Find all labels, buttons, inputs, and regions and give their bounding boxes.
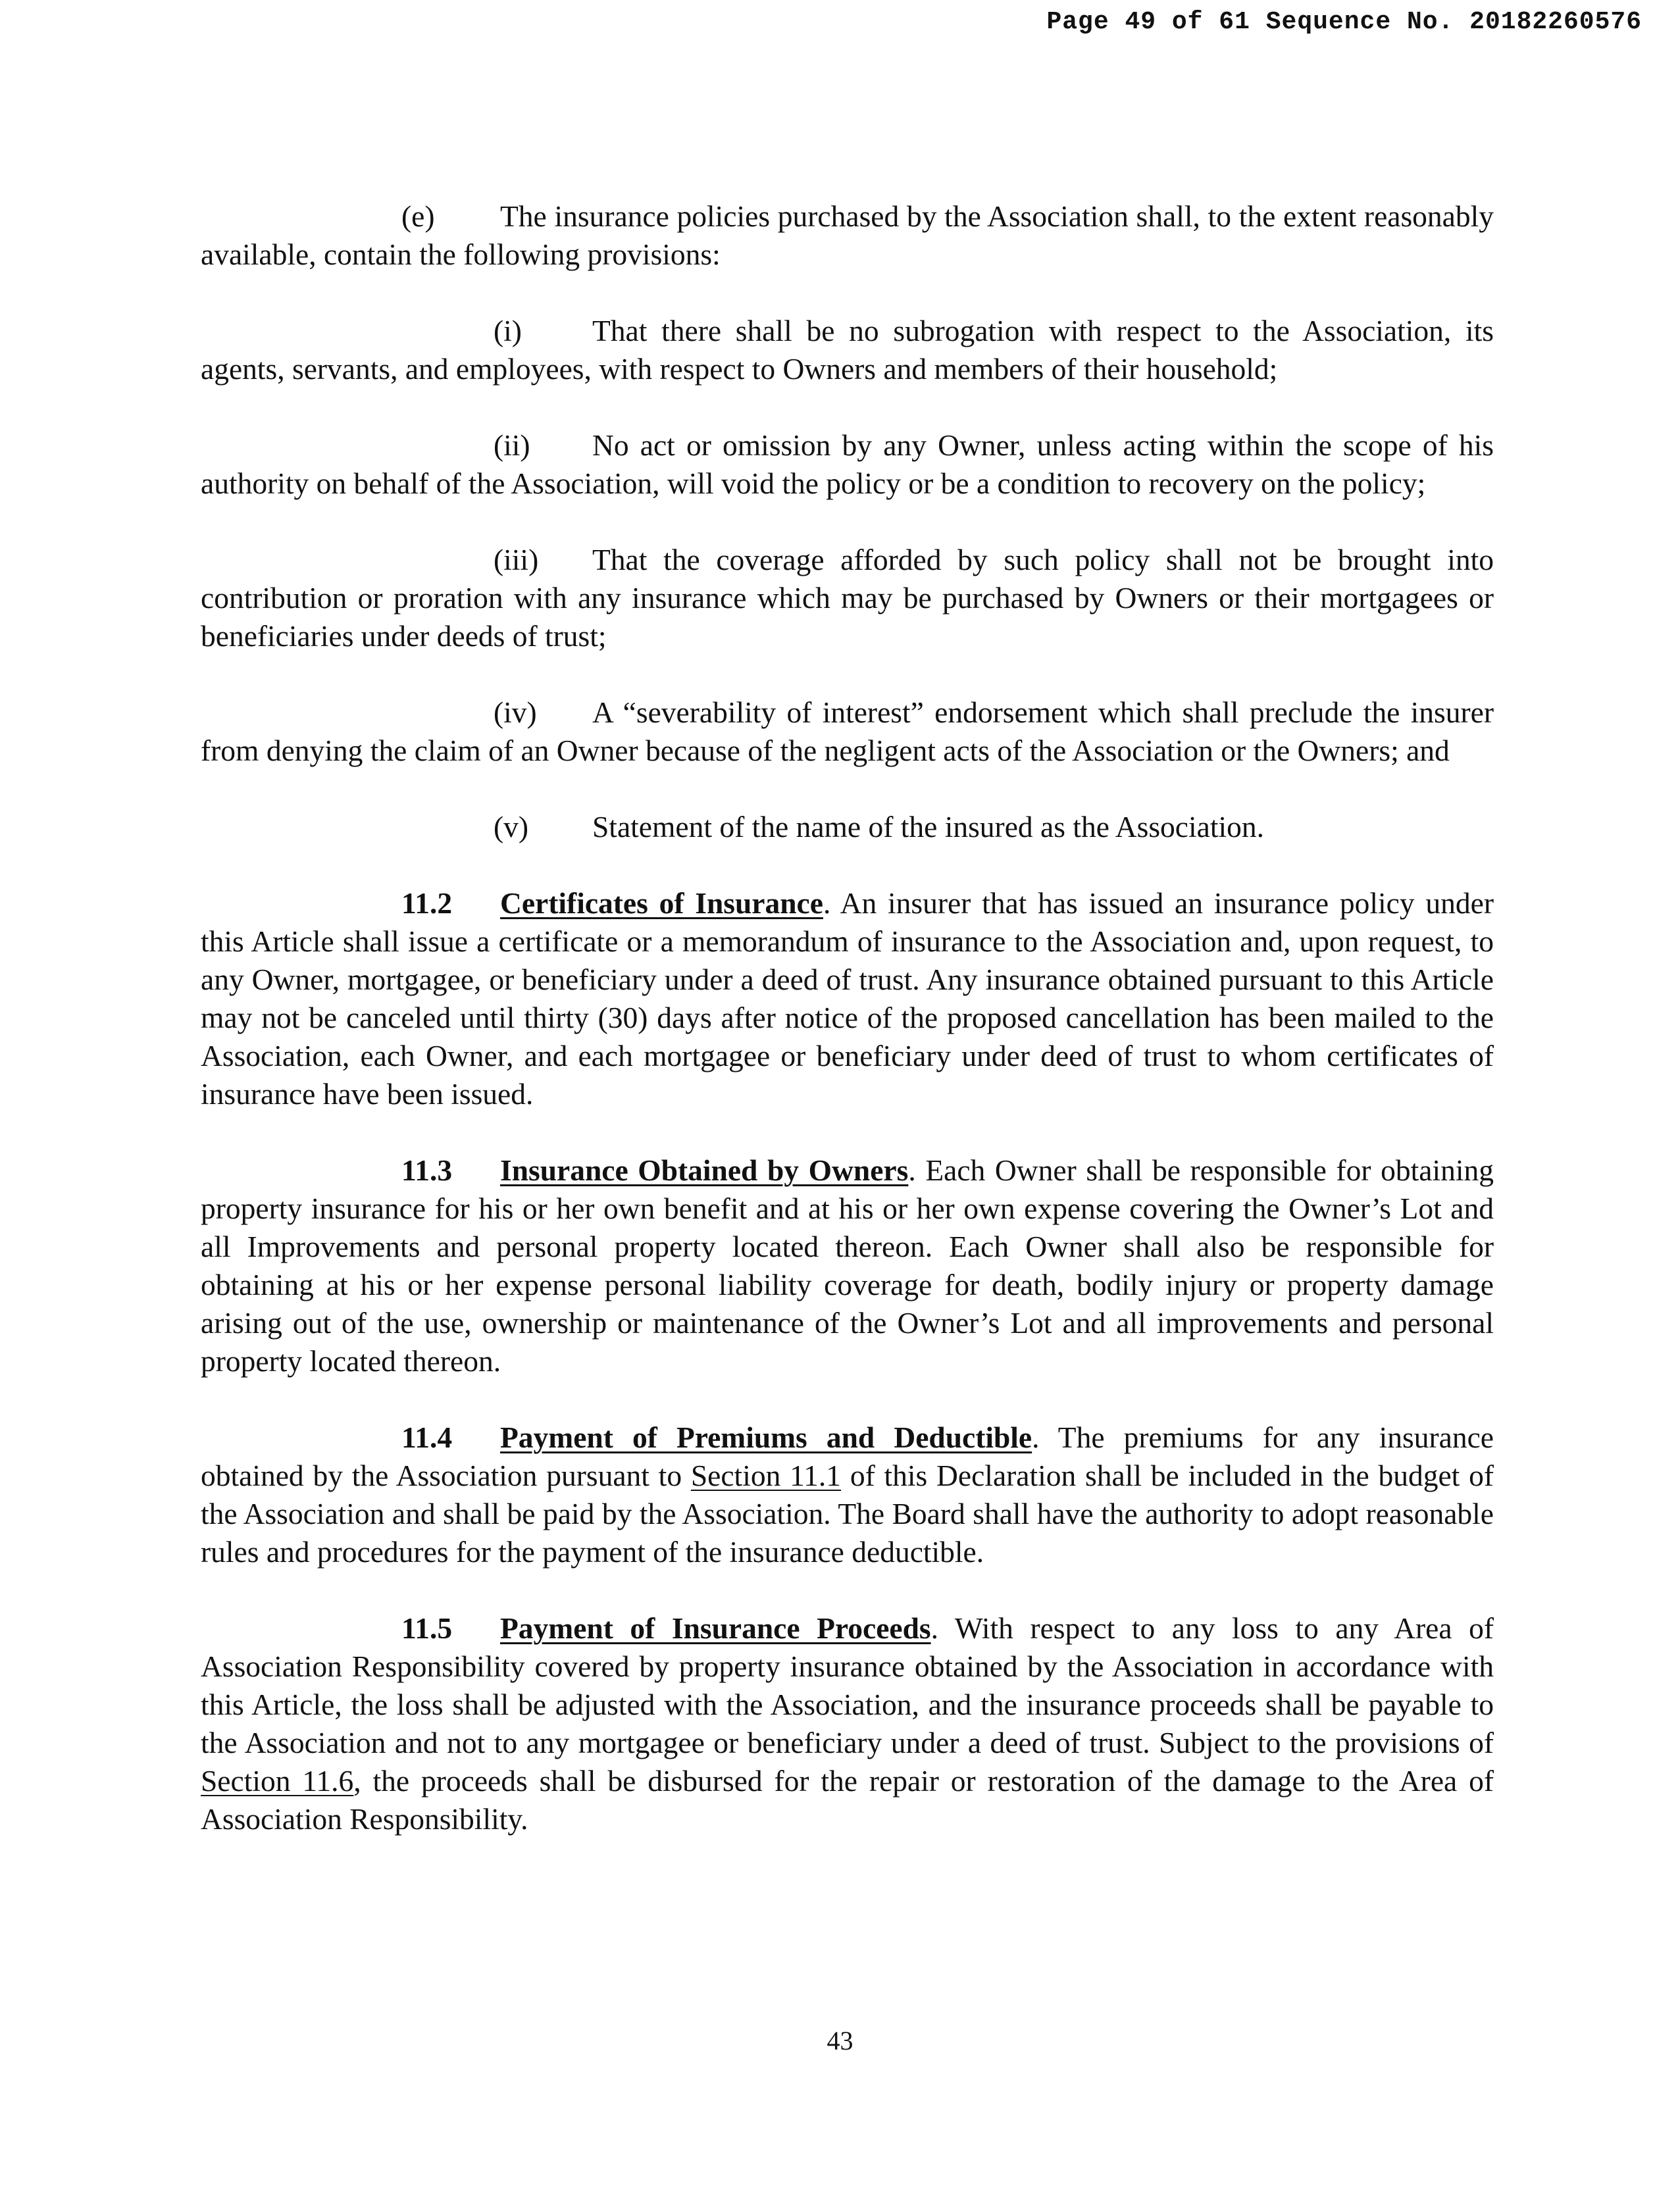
section-11-2 <box>201 884 1494 1113</box>
section-11-5 <box>201 1609 1494 1838</box>
section-11-5-text-before: . With respect to any loss to any Area of Association Responsibility covered by property insurance obtained by the Association in accordance with this Article, the loss shall be adjusted with the Association, and the insurance proceeds shall be payable to the Association and not to any mortgagee or beneficiary under a deed of trust. Subject to the provisions of <box>201 1611 1494 1759</box>
section-11-2-text: . An insurer that has issued an insurance policy under this Article shall issue a certificate or a memorandum of insurance to the Association and, upon request, to any Owner, mortgagee, or beneficiary under a deed of trust. Any insurance obtained pursuant to this Article may not be canceled until thirty (30) days after notice of the proposed cancellation has been mailed to the Association, each Owner, and each mortgagee or beneficiary under deed of trust to whom certificates of insurance have been issued. <box>201 886 1494 1111</box>
page-number: 43 <box>827 2026 853 2055</box>
provision-iv-text: A “severability of interest” endorsement which shall preclude the insurer from denying the claim of an Owner because of the negligent acts of the Association or the Owners; and <box>201 695 1494 767</box>
provision-iii-text: That the coverage afforded by such policy shall not be brought into contribution or proration with any insurance which may be purchased by Owners or their mortgagees or beneficiaries under deeds of trust; <box>201 543 1494 653</box>
section-11-2-number: 11.2 <box>401 886 453 920</box>
provision-iii-label: (iii) <box>494 543 539 576</box>
section-11-6-reference: Section 11.6 <box>201 1764 354 1798</box>
section-11-4 <box>201 1419 1494 1571</box>
section-11-5-number: 11.5 <box>401 1611 453 1645</box>
section-11-4-text-before: . The premiums for any insurance obtained by the Association pursuant to <box>201 1421 1494 1492</box>
section-11-4-number: 11.4 <box>401 1421 453 1454</box>
section-11-3 <box>201 1151 1494 1380</box>
section-11-3-heading: Insurance Obtained by Owners <box>500 1153 909 1187</box>
sequence-stamp: Page 49 of 61 Sequence No. 20182260576 <box>1046 8 1642 36</box>
provision-v-label: (v) <box>494 810 529 844</box>
provision-i-label: (i) <box>494 314 522 347</box>
paragraph-e-text: The insurance policies purchased by the Association shall, to the extent reasonably available, contain the following provisions: <box>201 199 1494 271</box>
document-body <box>201 197 1494 1876</box>
section-11-3-number: 11.3 <box>401 1153 453 1187</box>
provision-ii-label: (ii) <box>494 428 530 462</box>
section-11-2-heading: Certificates of Insurance <box>500 886 823 920</box>
paragraph-e-label: (e) <box>401 199 435 233</box>
provision-v-text: Statement of the name of the insured as the Association. <box>592 810 1264 844</box>
provision-ii <box>201 426 1494 503</box>
provision-iv-label: (iv) <box>494 695 537 729</box>
provision-i <box>201 312 1494 388</box>
provision-iii <box>201 541 1494 655</box>
section-11-3-text: . Each Owner shall be responsible for obtaining property insurance for his or her own benefit and at his or her own expense covering the Owner’s Lot and all Improvements and personal property located thereon. Each Owner shall also be responsible for obtaining at his or her expense personal liability coverage for death, bodily injury or property damage arising out of the use, ownership or maintenance of the Owner’s Lot and all improvements and personal property located thereon. <box>201 1153 1494 1378</box>
section-11-5-heading: Payment of Insurance Proceeds <box>500 1611 931 1645</box>
section-11-4-heading: Payment of Premiums and Deductible <box>500 1421 1032 1454</box>
provision-iv <box>201 693 1494 770</box>
paragraph-e <box>201 197 1494 274</box>
provision-ii-text: No act or omission by any Owner, unless acting within the scope of his authority on behalf of the Association, will void the policy or be a condition to recovery on the policy; <box>201 428 1494 500</box>
provision-i-text: That there shall be no subrogation with respect to the Association, its agents, servants, and employees, with respect to Owners and members of their household; <box>201 314 1494 386</box>
section-11-5-text-after: , the proceeds shall be disbursed for the repair or restoration of the damage to the Area of Association Responsibility. <box>201 1764 1494 1836</box>
section-11-4-text-after: of this Declaration shall be included in the budget of the Association and shall be paid by the Association. The Board shall have the authority to adopt reasonable rules and procedures for the payment of the insurance deductible. <box>201 1459 1494 1569</box>
section-11-1-reference: Section 11.1 <box>690 1459 842 1492</box>
provision-v <box>201 808 1494 846</box>
